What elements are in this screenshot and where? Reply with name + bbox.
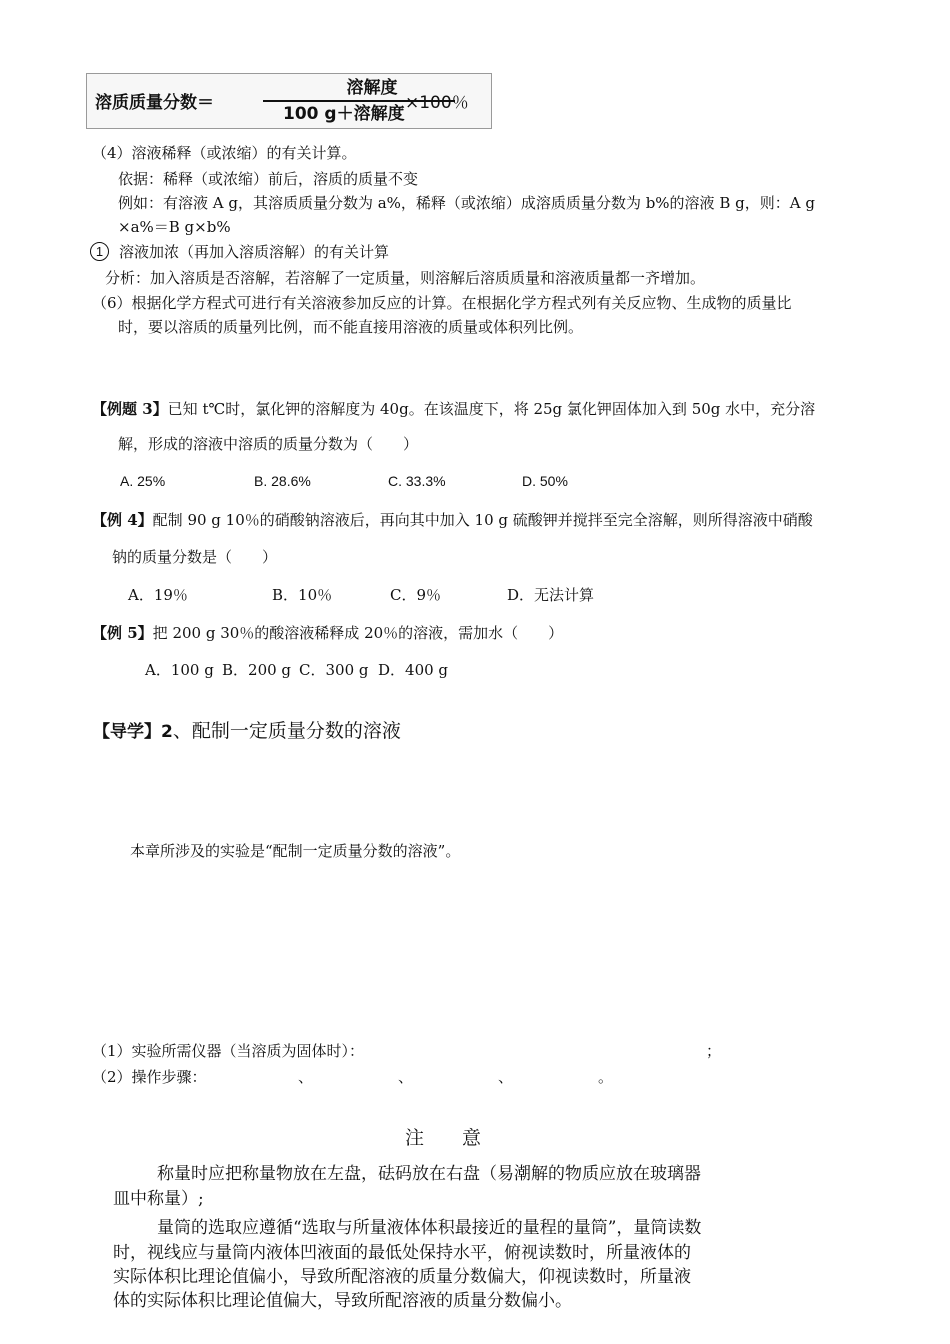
example3-option-a: A. 25% — [120, 473, 166, 489]
formula-box — [86, 73, 492, 129]
example4-option-d: D．无法计算 — [507, 586, 595, 604]
example5-line1 — [92, 622, 563, 643]
steps-separator-2: 、 — [398, 1068, 414, 1086]
example4-label: 【例 4】 — [92, 511, 153, 529]
notice-p2-line3: 实际体积比理论值偏小，导致所配溶液的质量分数偏大，仰视读数时，所量液 — [113, 1267, 691, 1287]
circled-number: 1 — [90, 242, 109, 261]
example5-option-c: C．300 g — [299, 661, 369, 679]
formula-times: ×100％ — [405, 93, 469, 113]
example4-line1 — [92, 509, 813, 530]
section6-line2: 时，要以溶质的质量列比例，而不能直接用溶液的质量或体积列比例。 — [118, 318, 584, 336]
instruments-label: （1）实验所需仪器（当溶质为固体时）： — [92, 1042, 365, 1060]
example3-label: 【例题 3】 — [92, 400, 168, 418]
formula-denominator: 100 g＋溶解度 — [283, 104, 405, 124]
section5-analysis: 分析：加入溶质是否溶解，若溶解了一定质量，则溶解后溶质质量和溶液质量都一齐增加。 — [105, 269, 706, 287]
steps-separator-4: 。 — [598, 1068, 614, 1086]
notice-p2-line2: 时，视线应与量筒内液体凹液面的最低处保持水平，俯视读数时，所量液体的 — [113, 1243, 691, 1263]
notice-p1-line2: 皿中称量）; — [113, 1189, 204, 1209]
guide-title: 、配制一定质量分数的溶液 — [172, 720, 401, 742]
example3-line2: 解，形成的溶液中溶质的质量分数为（ ） — [118, 435, 419, 453]
example5-label: 【例 5】 — [92, 624, 153, 642]
steps-label: （2）操作步骤： — [92, 1068, 207, 1086]
section4-title: （4）溶液稀释（或浓缩）的有关计算。 — [92, 144, 357, 162]
guide-heading — [93, 716, 401, 743]
example4-line2: 钠的质量分数是（ ） — [112, 548, 278, 566]
example4-option-b: B．10％ — [272, 586, 333, 604]
example4-option-c: C．9％ — [390, 586, 442, 604]
example3-option-b: B. 28.6% — [254, 473, 311, 489]
formula-numerator: 溶解度 — [346, 78, 398, 98]
example5-text: 把 200 g 30％的酸溶液稀释成 20％的溶液，需加水（ ） — [152, 624, 564, 642]
example4-option-a: A．19％ — [128, 586, 188, 604]
experiment-intro: 本章所涉及的实验是“配制一定质量分数的溶液”。 — [130, 842, 461, 860]
steps-separator-3: 、 — [498, 1068, 514, 1086]
notice-p1-line1: 称量时应把称量物放在左盘，砝码放在右盘（易潮解的物质应放在玻璃器 — [157, 1164, 701, 1184]
guide-tag: 【导学】2 — [93, 722, 173, 742]
example3-option-c: C. 33.3% — [388, 473, 446, 489]
section4-example-line2: ×a%＝B g×b% — [118, 218, 231, 236]
section4-basis: 依据：稀释（或浓缩）前后，溶质的质量不变 — [118, 170, 419, 188]
example5-option-d: D．400 g — [378, 661, 449, 679]
example5-option-a: A．100 g — [145, 661, 214, 679]
instruments-end: ； — [706, 1042, 722, 1060]
notice-p2-line1: 量筒的选取应遵循“选取与所量液体体积最接近的量程的量筒”，量筒读数 — [157, 1218, 702, 1238]
example4-text: 配制 90 g 10％的硝酸钠溶液后，再向其中加入 10 g 硫酸钾并搅拌至完全溶解，则所得溶液中硝酸 — [152, 511, 813, 529]
section4-example-line1: 例如：有溶液 A g，其溶质质量分数为 a%，稀释（或浓缩）成溶质质量分数为 b%的溶液 B g，则：A g — [118, 194, 815, 212]
section6-line1: （6）根据化学方程式可进行有关溶液参加反应的计算。在根据化学方程式列有关反应物、生成物的质量比 — [92, 294, 792, 312]
steps-separator-1: 、 — [298, 1068, 314, 1086]
section5-heading — [90, 241, 389, 262]
example5-option-b: B．200 g — [222, 661, 292, 679]
example3-text: 已知 t℃时，氯化钾的溶解度为 40g。在该温度下，将 25g 氯化钾固体加入到 50g 水中，充分溶 — [167, 400, 816, 418]
section5-title: 溶液加浓（再加入溶质溶解）的有关计算 — [119, 243, 390, 261]
example3-option-d: D. 50% — [522, 473, 568, 489]
notice-title: 注 意 — [405, 1127, 482, 1149]
notice-p2-line4: 体的实际体积比理论值偏大，导致所配溶液的质量分数偏小。 — [113, 1291, 572, 1311]
example3-line1 — [92, 398, 815, 419]
formula-lhs: 溶质质量分数＝ — [95, 93, 214, 113]
